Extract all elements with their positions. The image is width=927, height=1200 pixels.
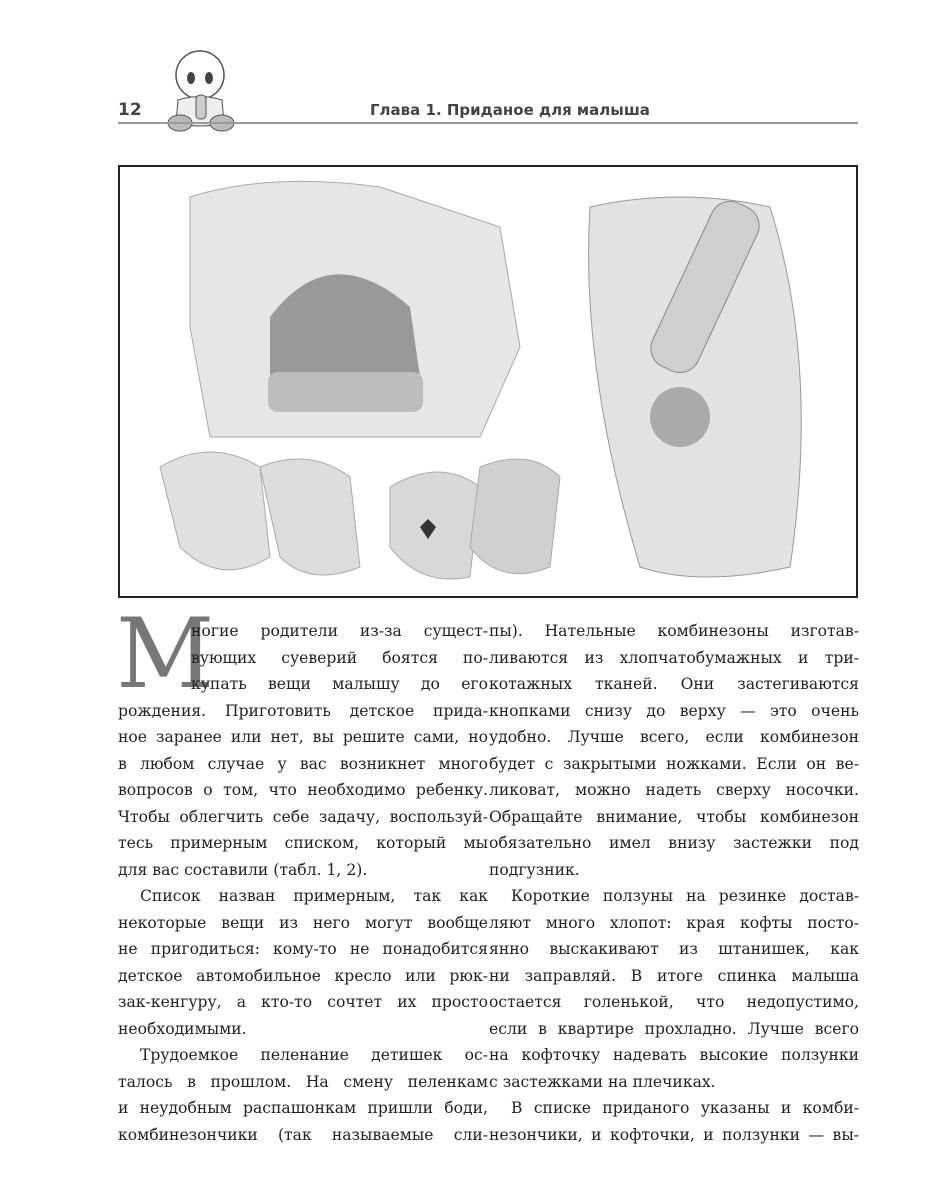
text-line: для вас составили (табл. 1, 2).: [118, 860, 368, 879]
text-line: янно выскакивают из штанишек, как: [489, 940, 859, 958]
text-line: удобно. Лучше всего, если комбинезон: [489, 728, 859, 746]
text-line: тесь примерным списком, который мы: [118, 834, 488, 852]
text-line: Трудоемкое пеленание детишек ос-: [140, 1046, 488, 1064]
text-line: комбинезончики (так называемые сли-: [118, 1125, 488, 1144]
text-line: обязательно имел внизу застежки под: [489, 834, 859, 852]
text-line: котажных тканей. Они застегиваются: [489, 675, 859, 693]
text-line: остается голенькой, что недопустимо,: [489, 993, 859, 1011]
text-line: на кофточку надевать высокие ползунки: [489, 1046, 859, 1064]
text-line: если в квартире прохладно. Лучше всего: [489, 1019, 859, 1038]
page-number: 12: [118, 100, 142, 120]
text-line: ное заранее или нет, вы решите сами, но: [118, 728, 488, 746]
text-line: вопросов о том, что необходимо ребенку.: [118, 781, 488, 799]
text-line: Короткие ползуны на резинке достав-: [511, 887, 859, 905]
text-line: зак-кенгуру, а кто-то сочтет их просто: [118, 993, 488, 1011]
text-line: В списке приданого указаны и комби-: [511, 1099, 859, 1117]
text-column-left: [118, 618, 488, 1148]
text-line: пы). Нательные комбинезоны изготав-: [489, 622, 859, 640]
text-line: Чтобы облегчить себе задачу, воспользуй-: [118, 807, 488, 826]
text-line: незончики, и кофточки, и ползунки — вы-: [489, 1125, 859, 1144]
text-line: будет с закрытыми ножками. Если он ве-: [489, 754, 859, 773]
text-line: Обращайте внимание, чтобы комбинезон: [489, 807, 859, 826]
text-line: Список назван примерным, так как: [140, 887, 488, 905]
drop-cap: М: [116, 598, 215, 710]
text-line: ливаются из хлопчатобумажных и три-: [489, 648, 859, 667]
text-line: не пригодиться: кому-то не понадобится: [118, 940, 488, 958]
text-line: и неудобным распашонкам пришли боди,: [118, 1099, 488, 1117]
text-line: ни заправляй. В итоге спинка малыша: [489, 966, 859, 985]
text-line: вующих суеверий боятся по-: [191, 648, 488, 667]
text-column-right: [489, 618, 859, 1148]
text-line: кнопками снизу до верху — это очень: [489, 701, 859, 720]
text-line: талось в прошлом. На смену пеленкам: [118, 1072, 488, 1091]
text-line: ликоват, можно надеть сверху носочки.: [489, 781, 859, 799]
text-line: необходимыми.: [118, 1019, 247, 1038]
text-line: купать вещи малышу до его: [191, 675, 488, 693]
text-line: ляют много хлопот: края кофты посто-: [489, 913, 859, 932]
baby-clothes-photo: [118, 165, 858, 598]
text-line: некоторые вещи из него могут вообще: [118, 913, 488, 932]
header-rule: [118, 122, 858, 124]
text-line: детское автомобильное кресло или рюк-: [118, 966, 488, 985]
text-line: ногие родители из-за сущест-: [191, 622, 488, 640]
text-line: с застежками на плечиках.: [489, 1072, 716, 1091]
running-title: Глава 1. Приданое для малыша: [370, 101, 650, 119]
text-line: в любом случае у вас возникнет много: [118, 754, 488, 773]
text-line: рождения. Приготовить детское прида-: [118, 701, 488, 720]
text-line: подгузник.: [489, 860, 580, 879]
